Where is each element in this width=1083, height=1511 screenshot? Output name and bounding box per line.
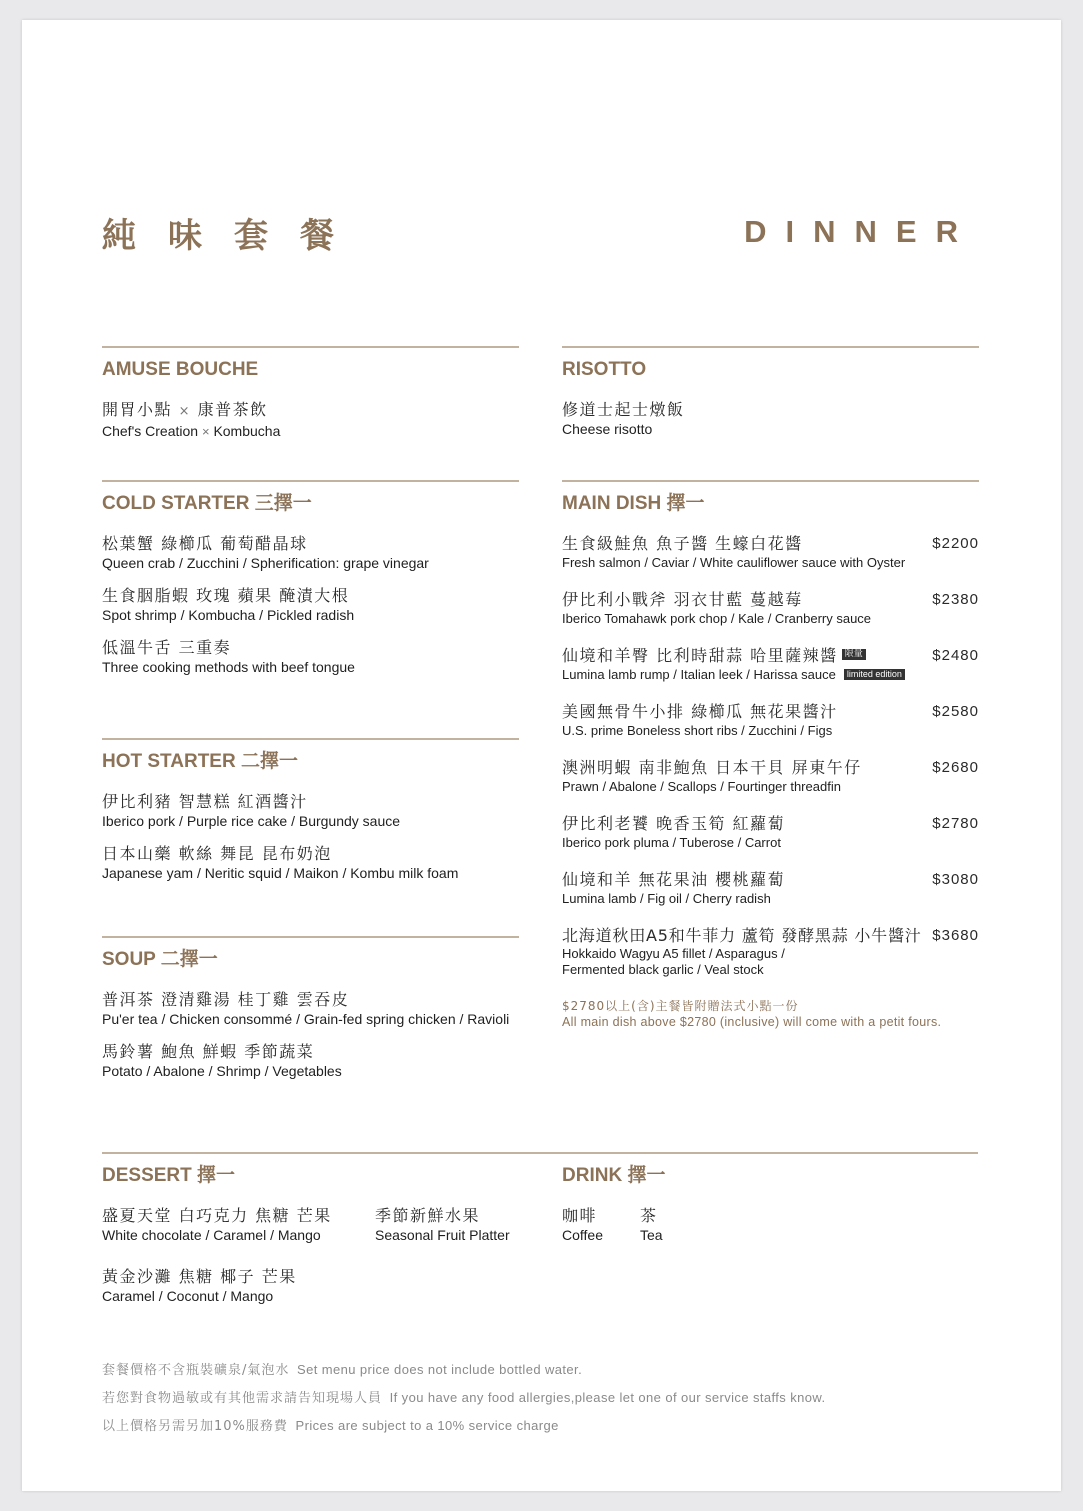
dish-price: $3680 <box>932 927 979 944</box>
menu-item <box>562 702 979 740</box>
limited-badge-zh: 限量 <box>842 649 866 660</box>
menu-item <box>640 1206 663 1244</box>
footer-note-en: Prices are subject to a 10% service charge <box>295 1418 559 1433</box>
dish-name-zh: 生食胭脂蝦 玫瑰 蘋果 醃漬大根 <box>102 586 350 605</box>
drink-name-en: Coffee <box>562 1227 603 1243</box>
dish-name-en: Iberico pork pluma / Tuberose / Carrot <box>562 835 781 850</box>
dish-name-en: Pu'er tea / Chicken consommé / Grain-fed spring chicken / Ravioli <box>102 1011 510 1027</box>
dish-name-zh: 北海道秋田A5和牛菲力 蘆筍 發酵黑蒜 小牛醬汁 <box>562 926 922 945</box>
menu-item <box>562 400 979 438</box>
menu-item <box>102 400 519 441</box>
dish-name-en: Lumina lamb rump / Italian leek / Harissa sauce <box>562 667 836 682</box>
dish-price: $2580 <box>932 703 979 720</box>
note-en: All main dish above $2780 (inclusive) will come with a petit fours. <box>562 1015 942 1029</box>
footer-note-zh: 套餐價格不含瓶裝礦泉/氣泡水 <box>102 1363 290 1378</box>
dish-name-en: Prawn / Abalone / Scallops / Fourtinger threadfin <box>562 779 841 794</box>
menu-item <box>562 926 979 978</box>
dish-price: $3080 <box>932 871 979 888</box>
dish-name-en: Spot shrimp / Kombucha / Pickled radish <box>102 607 355 623</box>
dish-name-en: Hokkaido Wagyu A5 fillet / Asparagus / <box>562 946 785 961</box>
footer-line <box>102 1384 825 1412</box>
dish-name-zh: 伊比利小戰斧 羽衣甘藍 蔓越莓 <box>562 590 803 609</box>
menu-item <box>102 638 519 676</box>
dish-name-zh: 康普茶飲 <box>197 400 268 419</box>
dish-name-en: Iberico Tomahawk pork chop / Kale / Cranberry sauce <box>562 611 872 626</box>
dish-name-zh: 生食級鮭魚 魚子醬 生蠔白花醬 <box>562 534 803 553</box>
section-title: SOUP 二擇一 <box>102 949 218 970</box>
dish-name-zh: 修道士起士燉飯 <box>562 400 685 419</box>
dish-price: $2680 <box>932 759 979 776</box>
dish-name-en: U.S. prime Boneless short ribs / Zucchini / Figs <box>562 723 833 738</box>
dish-name-zh: 普洱茶 澄清雞湯 桂丁雞 雲吞皮 <box>102 990 350 1009</box>
footer-line <box>102 1412 825 1440</box>
dish-price: $2780 <box>932 815 979 832</box>
section-title: MAIN DISH 擇一 <box>562 493 705 514</box>
dish-name-en: Three cooking methods with beef tongue <box>102 659 355 675</box>
section-main-dish <box>562 480 979 1030</box>
menu-item <box>562 646 979 684</box>
main-dish-note <box>562 998 979 1030</box>
section-soup <box>102 936 519 1080</box>
menu-title-zh: 純味套餐 <box>102 216 366 256</box>
section-amuse-bouche <box>102 346 519 441</box>
section-title: DESSERT 擇一 <box>102 1165 236 1186</box>
dish-name-en: White chocolate / Caramel / Mango <box>102 1227 321 1243</box>
menu-item <box>102 990 519 1028</box>
dish-name-zh: 松葉蟹 綠櫛瓜 葡萄醋晶球 <box>102 534 308 553</box>
footer-note-en: Set menu price does not include bottled water. <box>297 1362 583 1377</box>
dish-name-zh: 開胃小點 <box>102 400 173 419</box>
dish-name-zh: 季節新鮮水果 <box>375 1206 481 1225</box>
dish-price: $2380 <box>932 591 979 608</box>
section-dessert-drink <box>102 1152 978 1334</box>
dish-name-zh: 馬鈴薯 鮑魚 鮮蝦 季節蔬菜 <box>102 1042 315 1061</box>
section-risotto <box>562 346 979 438</box>
dish-name-zh: 伊比利老饕 晚香玉筍 紅蘿蔔 <box>562 814 786 833</box>
limited-badge-en: limited edition <box>844 669 905 680</box>
dish-name-en: Fresh salmon / Caviar / White cauliflower sauce with Oyster <box>562 555 906 570</box>
section-title: HOT STARTER 二擇一 <box>102 751 298 772</box>
section-drink <box>562 1154 862 1243</box>
dish-name-en: Kombucha <box>213 423 281 439</box>
menu-item <box>102 1206 332 1244</box>
dish-name-zh: 低溫牛舌 三重奏 <box>102 638 232 657</box>
menu-item <box>562 758 979 796</box>
footer-notes <box>102 1356 825 1440</box>
section-title: RISOTTO <box>562 359 647 380</box>
dish-name-zh: 美國無骨牛小排 綠櫛瓜 無花果醬汁 <box>562 702 838 721</box>
menu-title-en: DINNER <box>744 214 977 249</box>
dish-name-en: Cheese risotto <box>562 421 653 437</box>
drink-name-en: Tea <box>640 1227 663 1243</box>
section-cold-starter <box>102 480 519 676</box>
section-dessert <box>102 1154 522 1304</box>
footer-note-en: If you have any food allergies,please let one of our service staffs know. <box>389 1390 826 1405</box>
dish-price: $2480 <box>932 647 979 664</box>
menu-item <box>562 870 979 908</box>
dish-name-en: Caramel / Coconut / Mango <box>102 1288 274 1304</box>
menu-item <box>562 590 979 628</box>
menu-item <box>562 814 979 852</box>
dish-name-en: Lumina lamb / Fig oil / Cherry radish <box>562 891 771 906</box>
dish-name-en: Potato / Abalone / Shrimp / Vegetables <box>102 1063 342 1079</box>
times-icon: × <box>201 424 210 439</box>
footer-note-zh: 以上價格另需另加10%服務費 <box>102 1419 288 1434</box>
dish-name-en: Chef's Creation <box>102 423 199 439</box>
dish-name-en: Japanese yam / Neritic squid / Maikon / Kombu milk foam <box>102 865 459 881</box>
menu-item <box>102 1042 519 1080</box>
dish-name-zh: 黃金沙灘 焦糖 椰子 芒果 <box>102 1267 297 1286</box>
section-hot-starter <box>102 738 519 882</box>
note-zh: $2780以上(含)主餐皆附贈法式小點一份 <box>562 999 799 1013</box>
menu-item <box>562 534 979 572</box>
section-title: AMUSE BOUCHE <box>102 359 259 380</box>
menu-item <box>562 1206 603 1244</box>
drink-name-zh: 咖啡 <box>562 1206 598 1225</box>
dish-name-en: Queen crab / Zucchini / Spherification: grape vinegar <box>102 555 429 571</box>
footer-line <box>102 1356 825 1384</box>
dish-name-zh: 澳洲明蝦 南非鮑魚 日本干貝 屏東午仔 <box>562 758 862 777</box>
section-title: COLD STARTER 三擇一 <box>102 493 312 514</box>
dish-name-en-line2: Fermented black garlic / Veal stock <box>562 962 764 977</box>
menu-item <box>375 1206 510 1244</box>
drink-name-zh: 茶 <box>640 1206 658 1225</box>
times-icon: × <box>178 404 192 419</box>
footer-note-zh: 若您對食物過敏或有其他需求請告知現場人員 <box>102 1391 383 1406</box>
menu-item <box>102 792 519 830</box>
menu-page <box>22 20 1061 1491</box>
section-title: DRINK 擇一 <box>562 1165 666 1186</box>
dish-name-zh: 仙境和羊臀 比利時甜蒜 哈里薩辣醬 <box>562 646 838 665</box>
menu-item <box>102 534 519 572</box>
dish-name-zh: 盛夏天堂 白巧克力 焦糖 芒果 <box>102 1206 332 1225</box>
menu-item <box>102 586 519 624</box>
dish-name-zh: 日本山藥 軟絲 舞昆 昆布奶泡 <box>102 844 332 863</box>
dish-price: $2200 <box>932 535 979 552</box>
menu-item <box>102 844 519 882</box>
dish-name-zh: 仙境和羊 無花果油 櫻桃蘿蔔 <box>562 870 786 889</box>
dish-name-zh: 伊比利豬 智慧糕 紅酒醬汁 <box>102 792 308 811</box>
dish-name-en: Iberico pork / Purple rice cake / Burgundy sauce <box>102 813 401 829</box>
dish-name-en: Seasonal Fruit Platter <box>375 1227 510 1243</box>
menu-item <box>102 1267 297 1305</box>
